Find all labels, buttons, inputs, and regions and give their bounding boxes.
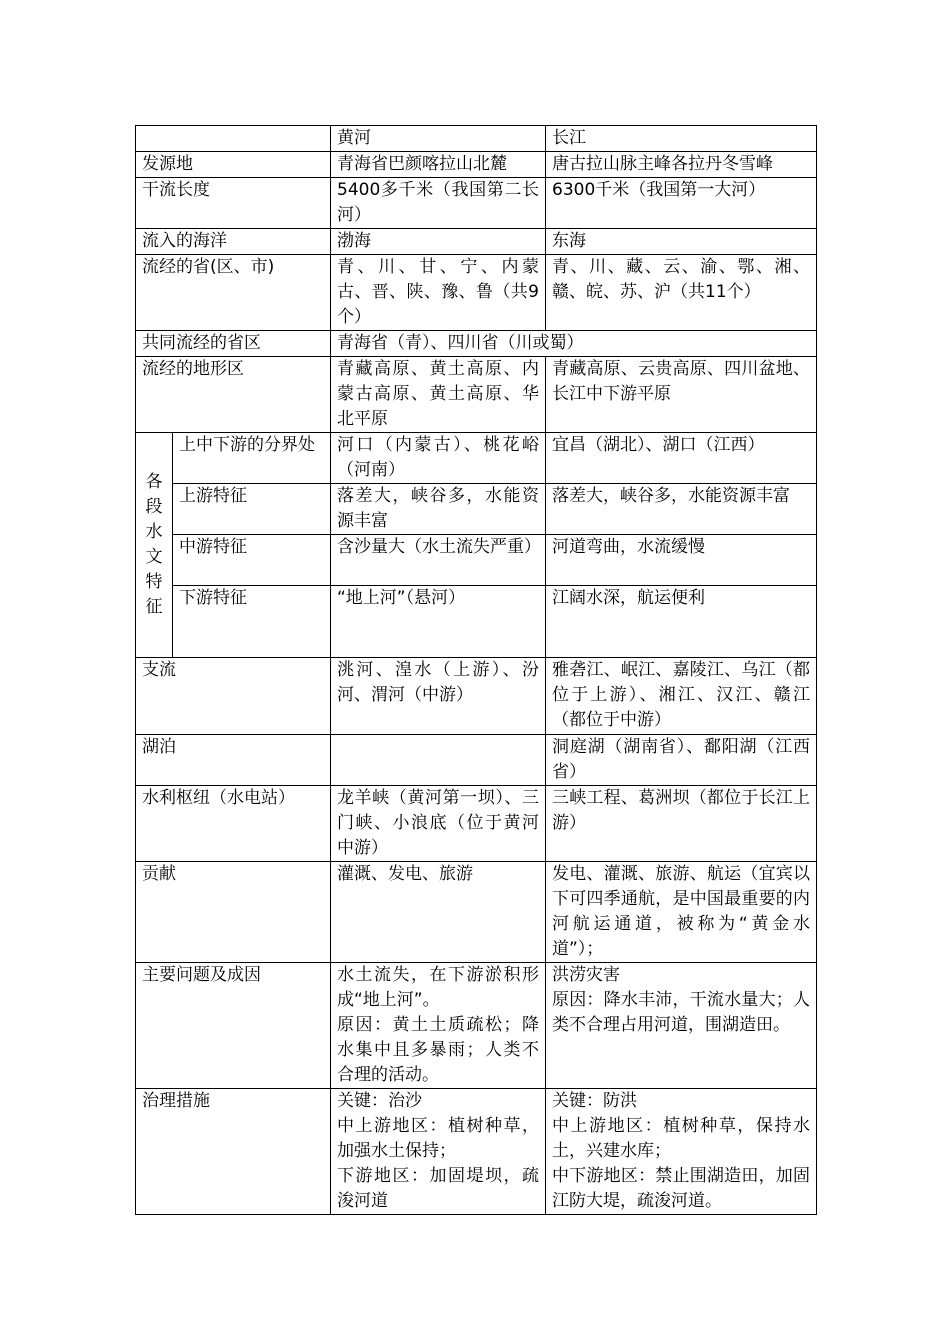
row-label: 流入的海洋 — [136, 229, 331, 255]
row-label: 支流 — [136, 658, 331, 735]
changjiang-cell: 6300千米（我国第一大河） — [546, 178, 817, 229]
table-row — [136, 357, 817, 433]
changjiang-cell: 青、川、藏、云、渝、鄂、湘、赣、皖、苏、沪（共11个） — [546, 255, 817, 331]
table-row — [136, 229, 817, 255]
changjiang-cell: 宜昌（湖北）、湖口（江西） — [546, 433, 817, 484]
changjiang-cell: 唐古拉山脉主峰各拉丹冬雪峰 — [546, 152, 817, 178]
huanghe-line: 原因：黄土土质疏松；降水集中且多暴雨；人类不合理的活动。 — [337, 1015, 539, 1085]
row-label: 共同流经的省区 — [136, 331, 331, 357]
header-changjiang: 长江 — [546, 126, 817, 152]
huanghe-cell: 洮河、湟水（上游）、汾河、渭河（中游） — [331, 658, 546, 735]
huanghe-cell: 青藏高原、黄土高原、内蒙古高原、黄土高原、华北平原 — [331, 357, 546, 433]
table-row — [136, 255, 817, 331]
table-row — [136, 178, 817, 229]
row-label: 主要问题及成因 — [136, 963, 331, 1089]
changjiang-cell — [546, 1089, 817, 1215]
hydro-category-cell — [136, 433, 173, 658]
huanghe-cell: 渤海 — [331, 229, 546, 255]
changjiang-line: 中上游地区：植树种草，保持水土，兴建水库； — [552, 1116, 810, 1161]
hydro-category-char: 各 — [145, 472, 163, 492]
table-row — [136, 484, 817, 535]
changjiang-cell: 洞庭湖（湖南省）、鄱阳湖（江西省） — [546, 735, 817, 786]
changjiang-line: 中下游地区：禁止围湖造田，加固江防大堤，疏浚河道。 — [552, 1166, 810, 1211]
hydro-category-char: 文 — [145, 547, 163, 567]
changjiang-line: 关键：防洪 — [552, 1091, 637, 1111]
table-header-row — [136, 126, 817, 152]
row-label: 水利枢纽（水电站） — [136, 786, 331, 862]
row-label: 贡献 — [136, 862, 331, 963]
changjiang-cell: 河道弯曲，水流缓慢 — [546, 535, 817, 586]
row-label: 上游特征 — [173, 484, 331, 535]
changjiang-cell: 青藏高原、云贵高原、四川盆地、长江中下游平原 — [546, 357, 817, 433]
row-label: 湖泊 — [136, 735, 331, 786]
changjiang-cell: 落差大，峡谷多，水能资源丰富 — [546, 484, 817, 535]
huanghe-cell — [331, 1089, 546, 1215]
huanghe-cell: 5400多千米（我国第二长河） — [331, 178, 546, 229]
table-row — [136, 586, 817, 658]
table-row — [136, 786, 817, 862]
changjiang-cell: 三峡工程、葛洲坝（都位于长江上游） — [546, 786, 817, 862]
row-label: 发源地 — [136, 152, 331, 178]
table-row — [136, 658, 817, 735]
changjiang-line: 原因：降水丰沛，干流水量大；人类不合理占用河道，围湖造田。 — [552, 990, 810, 1035]
huanghe-cell: 落差大，峡谷多，水能资源丰富 — [331, 484, 546, 535]
changjiang-cell: 发电、灌溉、旅游、航运（宜宾以下可四季通航，是中国最重要的内河航运通道，被称为“黄金水道”）； — [546, 862, 817, 963]
comparison-table — [135, 125, 817, 1215]
hydro-category-char: 段 — [145, 497, 163, 517]
hydro-category-char: 水 — [145, 522, 163, 542]
huanghe-line: 下游地区：加固堤坝，疏浚河道 — [337, 1166, 539, 1211]
header-empty-cell — [136, 126, 331, 152]
huanghe-cell: 青、川、甘、宁、内蒙古、晋、陕、豫、鲁（共9个） — [331, 255, 546, 331]
row-label: 流经的地形区 — [136, 357, 331, 433]
changjiang-cell — [546, 963, 817, 1089]
table-row — [136, 433, 817, 484]
header-huanghe: 黄河 — [331, 126, 546, 152]
table-row — [136, 862, 817, 963]
row-label: 中游特征 — [173, 535, 331, 586]
hydro-category-char: 征 — [145, 597, 163, 617]
huanghe-cell: 含沙量大（水土流失严重） — [331, 535, 546, 586]
table-row — [136, 331, 817, 357]
huanghe-cell: 青海省巴颜喀拉山北麓 — [331, 152, 546, 178]
table-row — [136, 963, 817, 1089]
table-row — [136, 535, 817, 586]
huanghe-cell: 河口（内蒙古）、桃花峪（河南） — [331, 433, 546, 484]
changjiang-cell: 江阔水深，航运便利 — [546, 586, 817, 658]
row-label: 上中下游的分界处 — [173, 433, 331, 484]
huanghe-cell: 灌溉、发电、旅游 — [331, 862, 546, 963]
row-label: 干流长度 — [136, 178, 331, 229]
huanghe-line: 中上游地区：植树种草，加强水土保持； — [337, 1116, 539, 1161]
changjiang-cell: 雅砻江、岷江、嘉陵江、乌江（都位于上游）、湘江、汉江、赣江（都位于中游） — [546, 658, 817, 735]
row-label: 下游特征 — [173, 586, 331, 658]
huanghe-line: 关键：治沙 — [337, 1091, 422, 1111]
huanghe-line: 水土流失，在下游淤积形成“地上河”。 — [337, 965, 539, 1010]
changjiang-cell: 东海 — [546, 229, 817, 255]
merged-cell: 青海省（青）、四川省（川或蜀） — [331, 331, 817, 357]
huanghe-cell — [331, 963, 546, 1089]
row-label: 治理措施 — [136, 1089, 331, 1215]
hydro-category-char: 特 — [145, 572, 163, 592]
changjiang-line: 洪涝灾害 — [552, 965, 620, 985]
huanghe-cell: 龙羊峡（黄河第一坝）、三门峡、小浪底（位于黄河中游） — [331, 786, 546, 862]
huanghe-cell — [331, 735, 546, 786]
table-row — [136, 735, 817, 786]
huanghe-cell: “地上河”（悬河） — [331, 586, 546, 658]
table-row — [136, 152, 817, 178]
table-row — [136, 1089, 817, 1215]
row-label: 流经的省(区、市) — [136, 255, 331, 331]
